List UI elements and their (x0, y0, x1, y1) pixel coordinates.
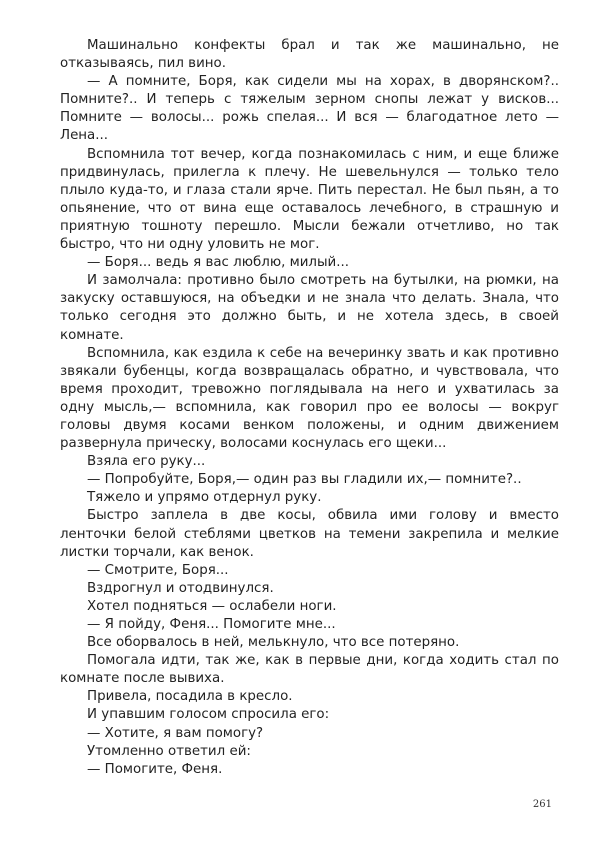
paragraph: — Хотите, я вам помогу? (87, 725, 264, 741)
page-body (60, 37, 559, 779)
paragraph: — Боря... ведь я вас люблю, милый... (87, 255, 350, 271)
paragraph: Машинально конфекты брал и так же машинально, не отказываясь, пил вино. (60, 38, 559, 72)
paragraph: Тяжело и упрямо отдернул руку. (87, 490, 322, 506)
paragraph: Привела, посадила в кресло. (87, 689, 293, 705)
paragraph: И упавшим голосом спросила его: (87, 707, 330, 723)
paragraph: — Смотрите, Боря... (87, 562, 229, 578)
paragraph: Хотел подняться — ослабели ноги. (87, 598, 337, 614)
paragraph: — Попробуйте, Боря,— один раз вы гладили их,— помните?.. (87, 472, 522, 488)
paragraph: Утомленно ответил ей: (87, 743, 251, 759)
paragraph: — Я пойду, Феня... Помогите мне... (87, 617, 336, 632)
paragraph: Вспомнила тот вечер, когда познакомилась с ним, и еще ближе придвинулась, прилегла к плечу. Не шевельнулся — только тело плыло куда-то, и глаза стали ярче. Пить перестал. Не был пьян, а то опьянение, что от вина еще оставалось лечебного, в страшную и приятную тошноту перешло. Мысли бежали отчетливо, но так быстро, что ни одну уловить не мог. (60, 146, 559, 253)
paragraph: Вспомнила, как ездила к себе на вечеринку звать и как противно звякали бубенцы, когда возвращалась обратно, и чувствовала, что время проходит, тревожно поглядывала на него и ухватилась за одну мысль,— вспомнила, как говорил про ее волосы — вокруг головы двумя косами венком положены, и одним движением развернула прическу, волосами коснулась его щеки... (60, 345, 559, 452)
paragraph: Помогала идти, так же, как в первые дни, когда ходить стал по комнате после вывиха. (60, 653, 559, 687)
paragraph: Быстро заплела в две косы, обвила ими голову и вместо ленточки белой стеблями цветков на темени закрепила и мелкие листки торчали, как венок. (60, 508, 559, 560)
paragraph: Все оборвалось в ней, мелькнуло, что все потеряно. (87, 635, 460, 651)
paragraph: — А помните, Боря, как сидели мы на хорах, в дворянском?.. Помните?.. И теперь с тяжелым зерном снопы лежат у висков... Помните — волосы... рожь спелая... И вся — благодатное лето — Лена... (60, 74, 559, 144)
page-number: 261 (532, 799, 552, 810)
paragraph: И замолчала: противно было смотреть на бутылки, на рюмки, на закуску оставшуюся, на объедки и не знала что делать. Знала, что только сегодня это должно быть, и не хотела здесь, в своей комнате. (60, 273, 559, 343)
paragraph: Взяла его руку... (87, 454, 206, 470)
paragraph: — Помогите, Феня. (87, 761, 223, 777)
paragraph: Вздрогнул и отодвинулся. (87, 580, 274, 596)
